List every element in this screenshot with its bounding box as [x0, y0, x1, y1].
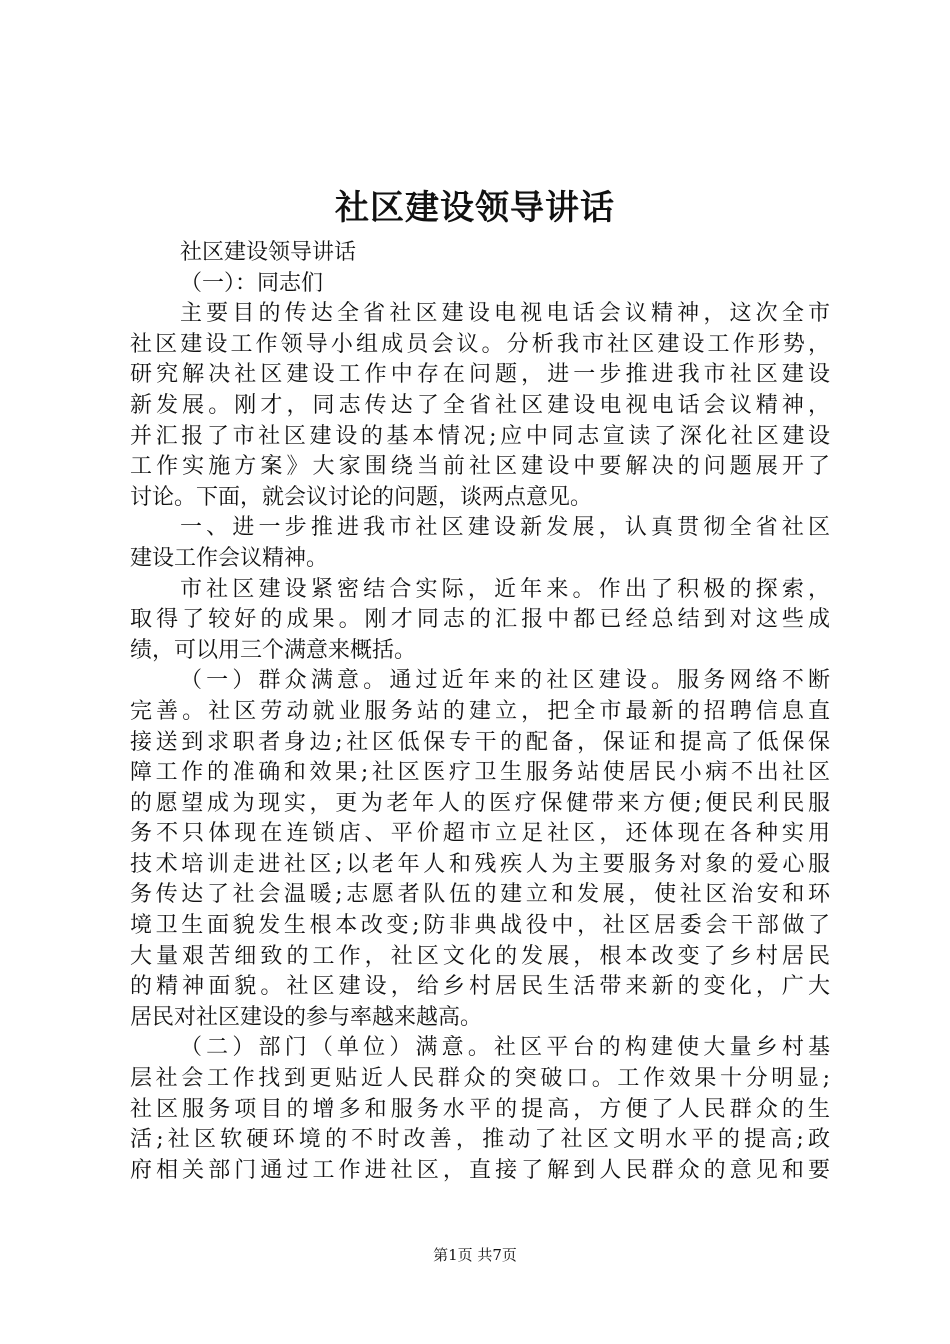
text-line: 并汇报了市社区建设的基本情况;应中同志宣读了深化社区建设	[130, 423, 830, 449]
text-line: 市社区建设紧密结合实际，近年来。作出了积极的探索，	[180, 576, 830, 602]
text-line: 社区建设工作领导小组成员会议。分析我市社区建设工作形势，	[130, 331, 830, 357]
text-line: 社区建设领导讲话	[180, 240, 357, 265]
text-line: 居民对社区建设的参与率越来越高。	[130, 1004, 483, 1030]
text-line: 境卫生面貌发生根本改变;防非典战役中，社区居委会干部做了	[130, 913, 830, 939]
text-line: 务传达了社会温暖;志愿者队伍的建立和发展，使社区治安和环	[130, 882, 830, 908]
text-line: （二）部门（单位）满意。社区平台的构建使大量乡村基	[180, 1035, 830, 1061]
text-line: 的愿望成为现实，更为老年人的医疗保健带来方便;便民利民服	[130, 790, 830, 816]
document-body	[130, 238, 830, 1186]
text-line: 层社会工作找到更贴近人民群众的突破口。工作效果十分明显;	[130, 1066, 830, 1092]
text-line: （一）：同志们	[180, 270, 324, 296]
text-line: 的精神面貌。社区建设，给乡村居民生活带来新的变化，广大	[130, 974, 830, 1000]
text-line: （一）群众满意。通过近年来的社区建设。服务网络不断	[180, 668, 830, 694]
text-line: 取得了较好的成果。刚才同志的汇报中都已经总结到对这些成	[130, 607, 830, 633]
text-line: 讨论。下面，就会议讨论的问题，谈两点意见。	[130, 484, 593, 510]
text-line: 工作实施方案》大家围绕当前社区建设中要解决的问题展开了	[130, 454, 830, 480]
text-line: 社区服务项目的增多和服务水平的提高，方便了人民群众的生	[130, 1096, 830, 1122]
text-line: 技术培训走进社区;以老年人和残疾人为主要服务对象的爱心服	[130, 851, 830, 877]
text-line: 新发展。刚才，同志传达了全省社区建设电视电话会议精神，	[130, 392, 830, 418]
text-line: 府相关部门通过工作进社区，直接了解到人民群众的意见和要	[130, 1157, 830, 1183]
text-line: 接送到求职者身边;社区低保专干的配备，保证和提高了低保保	[130, 729, 830, 755]
text-line: 完善。社区劳动就业服务站的建立，把全市最新的招聘信息直	[130, 698, 830, 724]
text-line: 务不只体现在连锁店、平价超市立足社区，还体现在各种实用	[130, 821, 830, 847]
text-line: 障工作的准确和效果;社区医疗卫生服务站使居民小病不出社区	[130, 760, 830, 786]
text-line: 大量艰苦细致的工作，社区文化的发展，根本改变了乡村居民	[130, 943, 830, 969]
page-footer: 第1页 共7页	[433, 1246, 517, 1264]
document-title: 社区建设领导讲话	[335, 188, 615, 228]
text-line: 研究解决社区建设工作中存在问题，进一步推进我市社区建设	[130, 362, 830, 388]
text-line: 建设工作会议精神。	[130, 545, 329, 571]
text-line: 活;社区软硬环境的不时改善，推动了社区文明水平的提高;政	[130, 1127, 830, 1153]
text-line: 主要目的传达全省社区建设电视电话会议精神，这次全市	[180, 301, 830, 327]
text-line: 绩，可以用三个满意来概括。	[130, 637, 417, 663]
text-line: 一、进一步推进我市社区建设新发展，认真贯彻全省社区	[180, 515, 830, 541]
